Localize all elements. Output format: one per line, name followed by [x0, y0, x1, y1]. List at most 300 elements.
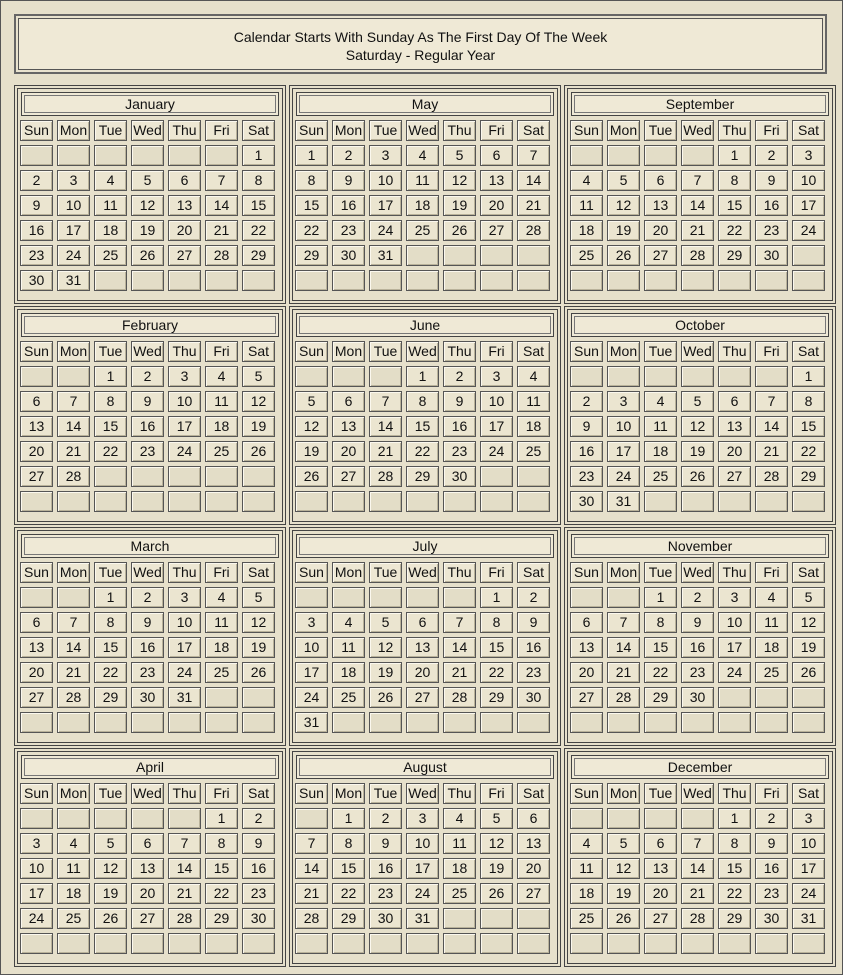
day-cell: 15: [205, 858, 238, 879]
month-title: February: [21, 313, 279, 337]
day-cell: 2: [242, 808, 275, 829]
empty-cell: [570, 270, 603, 291]
day-cell: 27: [332, 466, 365, 487]
day-cell: 19: [131, 220, 164, 241]
day-cell: 4: [332, 612, 365, 633]
day-cell: 23: [369, 883, 402, 904]
empty-cell: [607, 366, 640, 387]
day-cell: 28: [681, 245, 714, 266]
day-cell: 9: [369, 833, 402, 854]
empty-cell: [443, 587, 476, 608]
day-cell: 18: [644, 441, 677, 462]
day-cell: 8: [94, 391, 127, 412]
day-cell: 2: [443, 366, 476, 387]
empty-cell: [607, 933, 640, 954]
empty-cell: [20, 145, 53, 166]
weekday-header: Sat: [242, 783, 275, 804]
weekday-header: Sun: [295, 562, 328, 583]
day-cell: 16: [131, 637, 164, 658]
empty-cell: [57, 933, 90, 954]
day-cell: 2: [517, 587, 550, 608]
weekday-header: Mon: [607, 341, 640, 362]
day-cell: 10: [792, 170, 825, 191]
day-cell: 2: [681, 587, 714, 608]
empty-cell: [406, 270, 439, 291]
day-cell: 26: [607, 245, 640, 266]
day-cell: 4: [406, 145, 439, 166]
day-cell: 7: [681, 833, 714, 854]
weekday-header: Thu: [443, 341, 476, 362]
day-cell: 22: [295, 220, 328, 241]
empty-cell: [20, 366, 53, 387]
weekday-header: Sun: [295, 341, 328, 362]
weekday-header: Wed: [131, 562, 164, 583]
empty-cell: [168, 270, 201, 291]
day-cell: 31: [295, 712, 328, 733]
day-cell: 24: [480, 441, 513, 462]
day-cell: 31: [406, 908, 439, 929]
empty-cell: [443, 933, 476, 954]
empty-cell: [168, 491, 201, 512]
day-cell: 17: [792, 195, 825, 216]
month-october: [567, 309, 833, 522]
day-grid: [20, 783, 275, 954]
day-cell: 4: [205, 366, 238, 387]
day-cell: 28: [205, 245, 238, 266]
day-cell: 22: [94, 662, 127, 683]
empty-cell: [644, 712, 677, 733]
day-cell: 2: [570, 391, 603, 412]
day-cell: 11: [94, 195, 127, 216]
day-cell: 25: [332, 687, 365, 708]
day-cell: 20: [570, 662, 603, 683]
day-cell: 8: [718, 833, 751, 854]
weekday-header: Thu: [718, 120, 751, 141]
day-cell: 23: [755, 883, 788, 904]
day-grid: [20, 341, 275, 512]
weekday-header: Fri: [205, 783, 238, 804]
day-cell: 8: [332, 833, 365, 854]
weekday-header: Wed: [406, 120, 439, 141]
empty-cell: [570, 587, 603, 608]
day-cell: 19: [607, 883, 640, 904]
weekday-header: Wed: [681, 783, 714, 804]
day-cell: 26: [792, 662, 825, 683]
month-title: September: [571, 92, 829, 116]
day-cell: 13: [131, 858, 164, 879]
empty-cell: [94, 712, 127, 733]
weekday-header: Sat: [517, 562, 550, 583]
day-cell: 20: [332, 441, 365, 462]
month-january: [17, 88, 283, 301]
empty-cell: [718, 712, 751, 733]
empty-cell: [205, 933, 238, 954]
weekday-header: Thu: [168, 341, 201, 362]
day-cell: 2: [131, 366, 164, 387]
empty-cell: [718, 491, 751, 512]
empty-cell: [369, 712, 402, 733]
day-cell: 1: [94, 587, 127, 608]
day-cell: 14: [369, 416, 402, 437]
day-cell: 27: [20, 466, 53, 487]
day-cell: 21: [205, 220, 238, 241]
empty-cell: [443, 270, 476, 291]
day-cell: 9: [242, 833, 275, 854]
day-cell: 4: [570, 833, 603, 854]
day-cell: 30: [570, 491, 603, 512]
day-cell: 19: [480, 858, 513, 879]
day-cell: 27: [644, 908, 677, 929]
empty-cell: [792, 491, 825, 512]
empty-cell: [406, 245, 439, 266]
empty-cell: [792, 245, 825, 266]
day-cell: 11: [406, 170, 439, 191]
day-cell: 21: [681, 883, 714, 904]
day-cell: 22: [644, 662, 677, 683]
day-cell: 11: [755, 612, 788, 633]
day-cell: 22: [792, 441, 825, 462]
day-cell: 7: [607, 612, 640, 633]
day-cell: 10: [406, 833, 439, 854]
day-cell: 19: [607, 220, 640, 241]
day-cell: 8: [242, 170, 275, 191]
day-cell: 15: [406, 416, 439, 437]
day-cell: 18: [517, 416, 550, 437]
day-cell: 16: [131, 416, 164, 437]
day-cell: 19: [94, 883, 127, 904]
empty-cell: [295, 270, 328, 291]
day-cell: 4: [517, 366, 550, 387]
day-cell: 16: [332, 195, 365, 216]
day-cell: 22: [332, 883, 365, 904]
empty-cell: [755, 366, 788, 387]
day-cell: 16: [570, 441, 603, 462]
day-cell: 31: [607, 491, 640, 512]
weekday-header: Fri: [755, 783, 788, 804]
day-cell: 18: [570, 220, 603, 241]
empty-cell: [755, 687, 788, 708]
weekday-header: Mon: [607, 783, 640, 804]
month-august: [292, 751, 558, 964]
day-cell: 5: [94, 833, 127, 854]
weekday-header: Thu: [443, 120, 476, 141]
weekday-header: Sun: [570, 783, 603, 804]
day-cell: 17: [480, 416, 513, 437]
day-cell: 28: [443, 687, 476, 708]
empty-cell: [480, 270, 513, 291]
day-cell: 21: [681, 220, 714, 241]
weekday-header: Fri: [480, 341, 513, 362]
day-cell: 29: [406, 466, 439, 487]
month-june: [292, 309, 558, 522]
day-cell: 13: [517, 833, 550, 854]
empty-cell: [168, 712, 201, 733]
day-cell: 10: [607, 416, 640, 437]
day-cell: 9: [131, 612, 164, 633]
day-cell: 26: [94, 908, 127, 929]
day-cell: 6: [20, 612, 53, 633]
day-cell: 2: [755, 808, 788, 829]
day-cell: 5: [792, 587, 825, 608]
day-cell: 9: [517, 612, 550, 633]
day-cell: 7: [168, 833, 201, 854]
day-cell: 15: [644, 637, 677, 658]
weekday-header: Fri: [205, 562, 238, 583]
day-cell: 14: [168, 858, 201, 879]
day-cell: 21: [168, 883, 201, 904]
empty-cell: [295, 933, 328, 954]
empty-cell: [369, 587, 402, 608]
day-cell: 25: [406, 220, 439, 241]
day-cell: 3: [792, 145, 825, 166]
day-cell: 29: [480, 687, 513, 708]
empty-cell: [131, 808, 164, 829]
day-cell: 13: [168, 195, 201, 216]
weekday-header: Mon: [57, 783, 90, 804]
day-cell: 17: [369, 195, 402, 216]
empty-cell: [332, 712, 365, 733]
weekday-header: Sun: [295, 783, 328, 804]
empty-cell: [480, 245, 513, 266]
day-cell: 6: [406, 612, 439, 633]
empty-cell: [517, 270, 550, 291]
empty-cell: [792, 712, 825, 733]
month-november: [567, 530, 833, 743]
day-cell: 31: [57, 270, 90, 291]
day-cell: 12: [242, 391, 275, 412]
day-cell: 21: [369, 441, 402, 462]
day-cell: 14: [205, 195, 238, 216]
day-cell: 28: [755, 466, 788, 487]
empty-cell: [755, 933, 788, 954]
empty-cell: [480, 712, 513, 733]
empty-cell: [443, 712, 476, 733]
empty-cell: [517, 491, 550, 512]
day-cell: 1: [718, 145, 751, 166]
weekday-header: Sat: [517, 341, 550, 362]
empty-cell: [20, 933, 53, 954]
day-cell: 1: [94, 366, 127, 387]
weekday-header: Fri: [480, 783, 513, 804]
month-title: August: [296, 755, 554, 779]
day-cell: 19: [369, 662, 402, 683]
day-cell: 23: [517, 662, 550, 683]
day-cell: 19: [681, 441, 714, 462]
day-cell: 20: [20, 662, 53, 683]
empty-cell: [332, 366, 365, 387]
day-cell: 16: [681, 637, 714, 658]
day-cell: 19: [443, 195, 476, 216]
empty-cell: [295, 491, 328, 512]
empty-cell: [205, 145, 238, 166]
day-cell: 5: [681, 391, 714, 412]
empty-cell: [205, 687, 238, 708]
weekday-header: Mon: [332, 120, 365, 141]
day-cell: 11: [332, 637, 365, 658]
day-cell: 6: [168, 170, 201, 191]
day-cell: 1: [792, 366, 825, 387]
day-cell: 7: [57, 612, 90, 633]
weekday-header: Thu: [168, 562, 201, 583]
day-cell: 1: [718, 808, 751, 829]
day-cell: 10: [295, 637, 328, 658]
empty-cell: [205, 466, 238, 487]
day-cell: 21: [443, 662, 476, 683]
weekday-header: Tue: [369, 341, 402, 362]
day-cell: 29: [644, 687, 677, 708]
empty-cell: [755, 712, 788, 733]
day-cell: 29: [242, 245, 275, 266]
empty-cell: [792, 933, 825, 954]
day-grid: [570, 783, 825, 954]
day-cell: 6: [20, 391, 53, 412]
weekday-header: Wed: [131, 341, 164, 362]
empty-cell: [681, 145, 714, 166]
day-cell: 4: [755, 587, 788, 608]
day-cell: 22: [205, 883, 238, 904]
empty-cell: [681, 366, 714, 387]
day-cell: 14: [607, 637, 640, 658]
empty-cell: [570, 808, 603, 829]
day-cell: 14: [57, 416, 90, 437]
day-cell: 4: [443, 808, 476, 829]
day-cell: 20: [131, 883, 164, 904]
day-cell: 24: [792, 220, 825, 241]
weekday-header: Wed: [681, 120, 714, 141]
day-cell: 27: [20, 687, 53, 708]
day-cell: 23: [242, 883, 275, 904]
day-cell: 12: [295, 416, 328, 437]
day-cell: 23: [681, 662, 714, 683]
day-cell: 25: [443, 883, 476, 904]
day-cell: 18: [94, 220, 127, 241]
weekday-header: Wed: [406, 783, 439, 804]
empty-cell: [517, 466, 550, 487]
day-cell: 7: [369, 391, 402, 412]
weekday-header: Sat: [792, 562, 825, 583]
day-cell: 22: [406, 441, 439, 462]
day-cell: 17: [406, 858, 439, 879]
day-cell: 2: [20, 170, 53, 191]
day-cell: 24: [168, 662, 201, 683]
day-cell: 24: [57, 245, 90, 266]
day-cell: 30: [681, 687, 714, 708]
day-cell: 20: [517, 858, 550, 879]
weekday-header: Sat: [242, 562, 275, 583]
weekday-header: Mon: [332, 341, 365, 362]
empty-cell: [57, 145, 90, 166]
empty-cell: [57, 491, 90, 512]
day-cell: 10: [57, 195, 90, 216]
day-cell: 10: [168, 612, 201, 633]
day-cell: 11: [443, 833, 476, 854]
empty-cell: [295, 366, 328, 387]
day-cell: 7: [517, 145, 550, 166]
weekday-header: Tue: [94, 120, 127, 141]
day-cell: 26: [369, 687, 402, 708]
day-cell: 18: [205, 416, 238, 437]
empty-cell: [443, 908, 476, 929]
day-cell: 26: [681, 466, 714, 487]
empty-cell: [718, 270, 751, 291]
day-cell: 15: [480, 637, 513, 658]
weekday-header: Sun: [570, 341, 603, 362]
day-cell: 23: [20, 245, 53, 266]
day-cell: 24: [718, 662, 751, 683]
empty-cell: [570, 712, 603, 733]
day-cell: 27: [480, 220, 513, 241]
day-cell: 11: [57, 858, 90, 879]
day-cell: 26: [480, 883, 513, 904]
day-grid: [295, 341, 550, 512]
day-cell: 10: [792, 833, 825, 854]
day-cell: 17: [792, 858, 825, 879]
day-cell: 5: [131, 170, 164, 191]
empty-cell: [94, 466, 127, 487]
day-cell: 29: [718, 245, 751, 266]
month-title: December: [571, 755, 829, 779]
day-cell: 27: [517, 883, 550, 904]
day-cell: 5: [443, 145, 476, 166]
empty-cell: [20, 491, 53, 512]
day-cell: 29: [718, 908, 751, 929]
day-cell: 24: [168, 441, 201, 462]
day-cell: 20: [644, 883, 677, 904]
day-cell: 8: [480, 612, 513, 633]
day-cell: 19: [295, 441, 328, 462]
empty-cell: [20, 808, 53, 829]
day-grid: [295, 562, 550, 733]
day-cell: 8: [295, 170, 328, 191]
day-cell: 13: [644, 195, 677, 216]
day-cell: 11: [644, 416, 677, 437]
day-cell: 3: [295, 612, 328, 633]
day-cell: 17: [168, 637, 201, 658]
month-title: March: [21, 534, 279, 558]
empty-cell: [480, 933, 513, 954]
day-cell: 1: [332, 808, 365, 829]
day-cell: 14: [681, 858, 714, 879]
empty-cell: [681, 270, 714, 291]
day-cell: 14: [443, 637, 476, 658]
day-grid: [295, 783, 550, 954]
day-cell: 4: [205, 587, 238, 608]
empty-cell: [517, 933, 550, 954]
weekday-header: Tue: [369, 562, 402, 583]
day-cell: 30: [517, 687, 550, 708]
empty-cell: [406, 587, 439, 608]
day-cell: 1: [295, 145, 328, 166]
day-cell: 22: [718, 220, 751, 241]
empty-cell: [644, 491, 677, 512]
weekday-header: Mon: [607, 120, 640, 141]
day-cell: 9: [681, 612, 714, 633]
day-cell: 18: [57, 883, 90, 904]
day-cell: 18: [570, 883, 603, 904]
day-cell: 23: [570, 466, 603, 487]
empty-cell: [718, 366, 751, 387]
empty-cell: [332, 491, 365, 512]
day-cell: 14: [517, 170, 550, 191]
empty-cell: [94, 491, 127, 512]
day-cell: 23: [755, 220, 788, 241]
weekday-header: Sun: [20, 341, 53, 362]
day-cell: 13: [332, 416, 365, 437]
month-title: January: [21, 92, 279, 116]
day-cell: 3: [718, 587, 751, 608]
empty-cell: [242, 933, 275, 954]
day-cell: 28: [57, 687, 90, 708]
